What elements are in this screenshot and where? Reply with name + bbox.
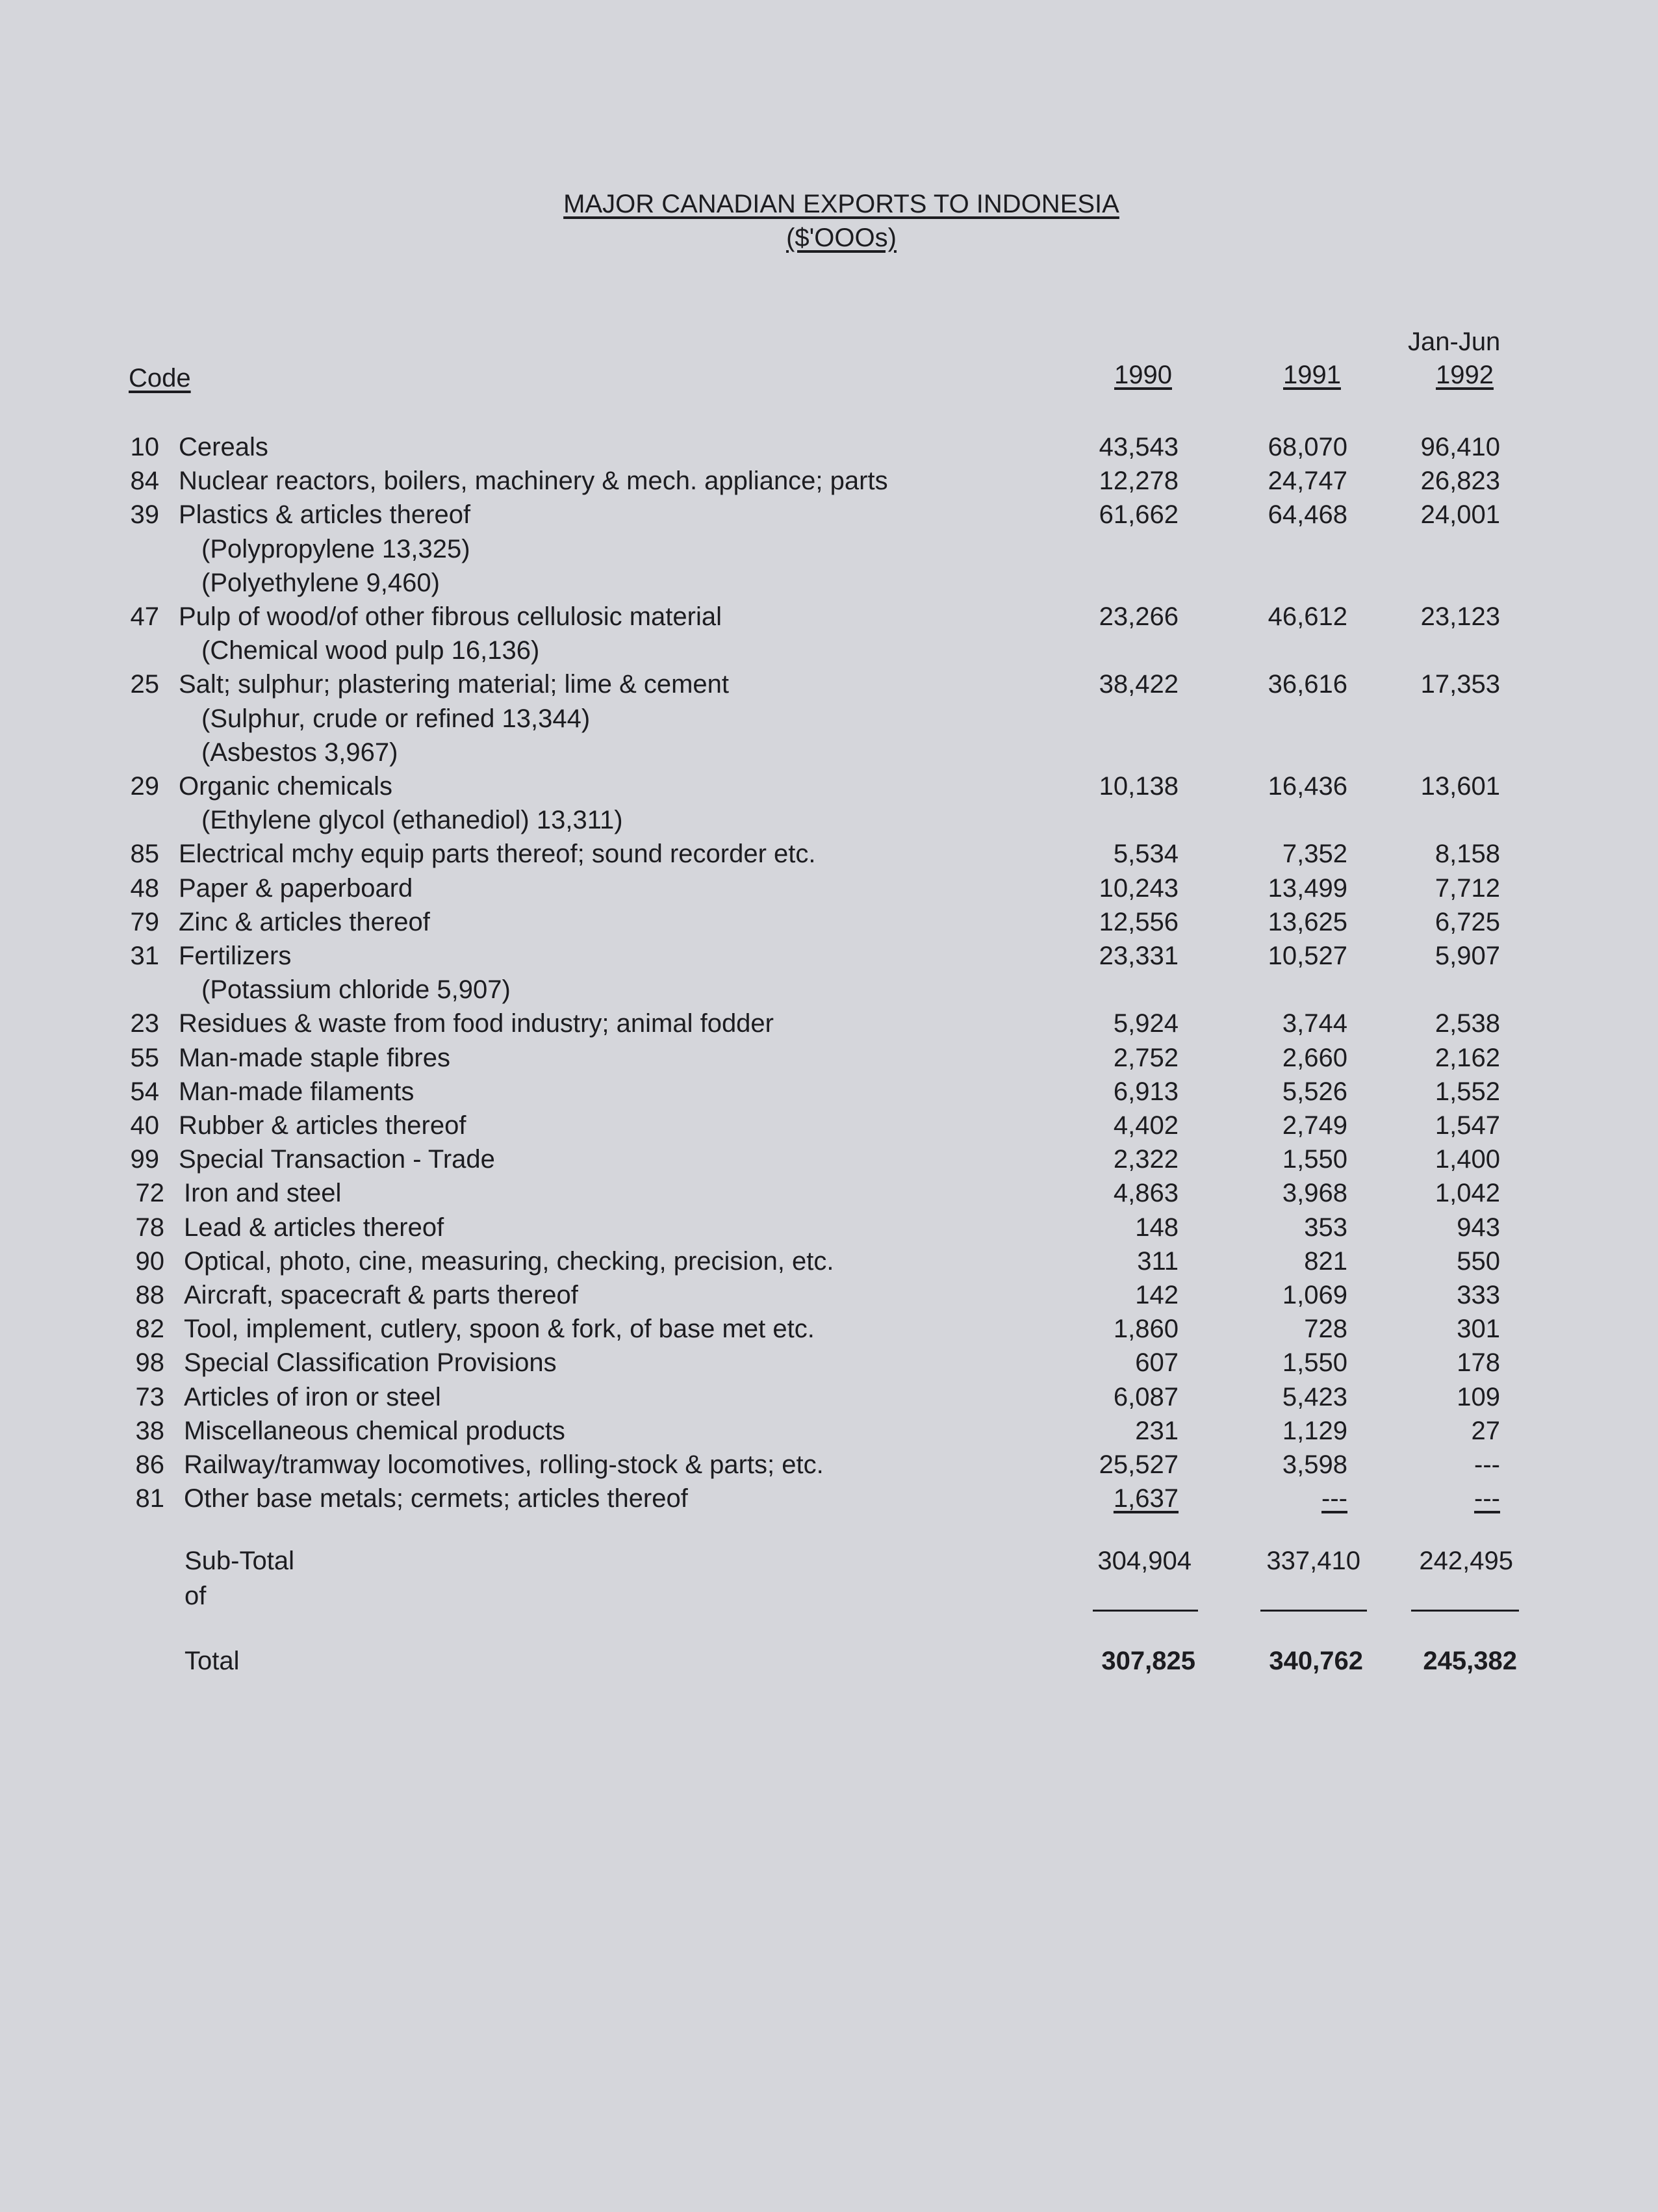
total-rule-1990 [1093,1610,1198,1612]
row-code: 40 [130,1111,159,1140]
header-1992: 1992 [1436,361,1494,389]
row-value-1990: 142 [1135,1281,1179,1309]
row-description: Lead & articles thereof [184,1213,444,1242]
row-value-1992: 8,158 [1435,840,1500,868]
row-description: Special Classification Provisions [184,1348,557,1377]
table-row [0,1111,1658,1145]
table-row [0,840,1658,873]
header-1990: 1990 [1114,361,1172,389]
row-value-1991: 10,527 [1268,942,1347,970]
row-code: 29 [130,772,159,801]
row-value-1992: 7,712 [1435,874,1500,903]
table-row [0,772,1658,806]
table-row [0,467,1658,500]
row-code: 72 [135,1179,164,1207]
row-code: 48 [130,874,159,903]
table-subrow [0,975,1658,1009]
table-row [0,1009,1658,1043]
row-value-1990: 23,266 [1099,602,1179,631]
page-title: MAJOR CANADIAN EXPORTS TO INDONESIA [563,190,1119,218]
row-value-1990: 1,860 [1113,1315,1179,1343]
row-value-1991: 24,747 [1268,467,1347,495]
row-value-1990: 10,243 [1099,874,1179,903]
table-row [0,1077,1658,1111]
row-description: Organic chemicals [179,772,393,801]
row-value-1990: 231 [1135,1417,1179,1445]
table-row [0,874,1658,908]
row-value-1990: 61,662 [1099,500,1179,529]
row-description: Nuclear reactors, boilers, machinery & mech. appliance; parts [179,467,888,495]
row-value-1992: --- [1474,1484,1500,1513]
table-row [0,1450,1658,1484]
row-value-1990: 6,087 [1113,1383,1179,1411]
total-1990: 307,825 [1101,1647,1195,1675]
row-code: 84 [130,467,159,495]
row-code: 10 [130,433,159,461]
row-description: Paper & paperboard [179,874,413,903]
row-value-1991: 5,423 [1282,1383,1347,1411]
row-value-1990: 4,402 [1113,1111,1179,1140]
row-description: Fertilizers [179,942,292,970]
row-code: 55 [130,1044,159,1072]
row-value-1991: 68,070 [1268,433,1347,461]
row-value-1992: 1,552 [1435,1077,1500,1106]
row-description: (Chemical wood pulp 16,136) [201,636,540,665]
row-code: 47 [130,602,159,631]
row-value-1991: 36,616 [1268,670,1347,699]
row-value-1990: 4,863 [1113,1179,1179,1207]
row-value-1992: 1,400 [1435,1145,1500,1174]
table-row [0,1145,1658,1179]
row-value-1992: 96,410 [1420,433,1500,461]
row-value-1992: 301 [1457,1315,1500,1343]
row-value-1992: 23,123 [1420,602,1500,631]
subtotal-label: Sub-Total [185,1547,294,1575]
row-value-1992: 5,907 [1435,942,1500,970]
row-value-1991: 728 [1304,1315,1347,1343]
row-description: Electrical mchy equip parts thereof; sound recorder etc. [179,840,816,868]
row-code: 82 [135,1315,164,1343]
row-description: Zinc & articles thereof [179,908,430,936]
row-value-1991: 3,598 [1282,1450,1347,1479]
row-code: 81 [135,1484,164,1513]
row-value-1990: 23,331 [1099,942,1179,970]
row-value-1990: 12,556 [1099,908,1179,936]
row-value-1990: 43,543 [1099,433,1179,461]
table-subrow [0,569,1658,602]
row-value-1990: 607 [1135,1348,1179,1377]
row-code: 86 [135,1450,164,1479]
row-description: Residues & waste from food industry; animal fodder [179,1009,774,1038]
row-description: Pulp of wood/of other fibrous cellulosic material [179,602,722,631]
table-row [0,433,1658,467]
row-description: Tool, implement, cutlery, spoon & fork, of base met etc. [184,1315,815,1343]
row-description: Optical, photo, cine, measuring, checking, precision, etc. [184,1247,834,1276]
row-value-1992: 26,823 [1420,467,1500,495]
row-value-1991: 64,468 [1268,500,1347,529]
table-row [0,1315,1658,1348]
row-code: 99 [130,1145,159,1174]
table-subrow [0,738,1658,772]
row-value-1992: --- [1474,1450,1500,1479]
subtotal-1990: 304,904 [1097,1547,1192,1575]
row-value-1991: 821 [1304,1247,1347,1276]
row-value-1991: 7,352 [1282,840,1347,868]
row-value-1991: 13,499 [1268,874,1347,903]
table-row [0,908,1658,942]
row-code: 88 [135,1281,164,1309]
row-value-1992: 178 [1457,1348,1500,1377]
row-description: Plastics & articles thereof [179,500,471,529]
row-description: Aircraft, spacecraft & parts thereof [184,1281,578,1309]
header-jan-jun: Jan-Jun [1408,328,1501,356]
table-row [0,670,1658,704]
total-rule-1991 [1260,1610,1367,1612]
row-value-1990: 2,752 [1113,1044,1179,1072]
row-description: Rubber & articles thereof [179,1111,466,1140]
row-code: 78 [135,1213,164,1242]
row-value-1990: 25,527 [1099,1450,1179,1479]
row-value-1991: 3,744 [1282,1009,1347,1038]
row-value-1990: 10,138 [1099,772,1179,801]
row-description: (Potassium chloride 5,907) [201,975,511,1004]
subtotal-1991: 337,410 [1266,1547,1360,1575]
row-code: 73 [135,1383,164,1411]
table-subrow [0,704,1658,738]
row-value-1991: 2,660 [1282,1044,1347,1072]
row-value-1992: 27 [1471,1417,1500,1445]
row-value-1992: 24,001 [1420,500,1500,529]
row-code: 85 [130,840,159,868]
total-row [0,1647,1658,1680]
row-value-1991: 2,749 [1282,1111,1347,1140]
table-row [0,942,1658,975]
row-value-1990: 2,322 [1113,1145,1179,1174]
row-description: Iron and steel [184,1179,342,1207]
row-description: Railway/tramway locomotives, rolling-stock & parts; etc. [184,1450,824,1479]
row-code: 25 [130,670,159,699]
row-description: (Ethylene glycol (ethanediol) 13,311) [201,806,623,834]
row-description: Man-made filaments [179,1077,414,1106]
row-code: 90 [135,1247,164,1276]
table-subrow [0,636,1658,670]
table-subrow [0,806,1658,840]
row-description: Special Transaction - Trade [179,1145,495,1174]
table-row [0,1213,1658,1247]
table-subrow [0,535,1658,569]
row-code: 79 [130,908,159,936]
row-value-1991: 1,550 [1282,1145,1347,1174]
row-value-1990: 148 [1135,1213,1179,1242]
table-row [0,1044,1658,1077]
row-value-1992: 550 [1457,1247,1500,1276]
row-value-1991: 16,436 [1268,772,1347,801]
row-value-1992: 1,042 [1435,1179,1500,1207]
table-row [0,1247,1658,1281]
row-code: 23 [130,1009,159,1038]
row-value-1990: 6,913 [1113,1077,1179,1106]
row-value-1991: 13,625 [1268,908,1347,936]
row-value-1991: --- [1321,1484,1347,1513]
row-value-1990: 5,924 [1113,1009,1179,1038]
subtotal-1992: 242,495 [1419,1547,1513,1575]
row-value-1992: 2,162 [1435,1044,1500,1072]
row-description: (Asbestos 3,967) [201,738,398,767]
row-description: Other base metals; cermets; articles thereof [184,1484,688,1513]
table-row [0,1484,1658,1518]
row-code: 98 [135,1348,164,1377]
table-row [0,602,1658,636]
table-row [0,1348,1658,1382]
total-rule-1992 [1411,1610,1519,1612]
table-row [0,500,1658,534]
row-value-1990: 311 [1137,1247,1179,1276]
row-value-1991: 353 [1304,1213,1347,1242]
row-value-1991: 3,968 [1282,1179,1347,1207]
total-label: Total [185,1647,240,1675]
total-1992: 245,382 [1423,1647,1517,1675]
subtotal-row-2 [0,1582,1658,1615]
row-value-1991: 1,550 [1282,1348,1347,1377]
row-description: (Sulphur, crude or refined 13,344) [201,704,591,733]
row-value-1991: 1,129 [1282,1417,1347,1445]
row-value-1992: 2,538 [1435,1009,1500,1038]
row-description: (Polyethylene 9,460) [201,569,440,597]
row-description: Man-made staple fibres [179,1044,450,1072]
row-value-1992: 333 [1457,1281,1500,1309]
row-value-1992: 109 [1457,1383,1500,1411]
row-value-1990: 12,278 [1099,467,1179,495]
table-row [0,1417,1658,1450]
subtotal-label-2: of [185,1582,207,1610]
table-row [0,1179,1658,1213]
row-description: Miscellaneous chemical products [184,1417,565,1445]
row-code: 54 [130,1077,159,1106]
row-value-1991: 46,612 [1268,602,1347,631]
row-value-1992: 13,601 [1420,772,1500,801]
row-value-1992: 6,725 [1435,908,1500,936]
table-row [0,1383,1658,1417]
row-code: 39 [130,500,159,529]
row-value-1990: 1,637 [1113,1484,1179,1513]
header-1991: 1991 [1283,361,1341,389]
row-value-1991: 1,069 [1282,1281,1347,1309]
row-value-1990: 5,534 [1113,840,1179,868]
row-description: Articles of iron or steel [184,1383,441,1411]
subtotal-row [0,1547,1658,1580]
total-1991: 340,762 [1269,1647,1363,1675]
row-value-1992: 1,547 [1435,1111,1500,1140]
row-value-1990: 38,422 [1099,670,1179,699]
row-code: 38 [135,1417,164,1445]
row-value-1992: 943 [1457,1213,1500,1242]
table-row [0,1281,1658,1315]
page-subtitle: ($'OOOs) [786,224,897,252]
row-value-1992: 17,353 [1420,670,1500,699]
row-description: Cereals [179,433,268,461]
row-description: (Polypropylene 13,325) [201,535,470,563]
header-code: Code [129,364,191,392]
row-code: 31 [130,942,159,970]
row-value-1991: 5,526 [1282,1077,1347,1106]
row-description: Salt; sulphur; plastering material; lime & cement [179,670,730,699]
